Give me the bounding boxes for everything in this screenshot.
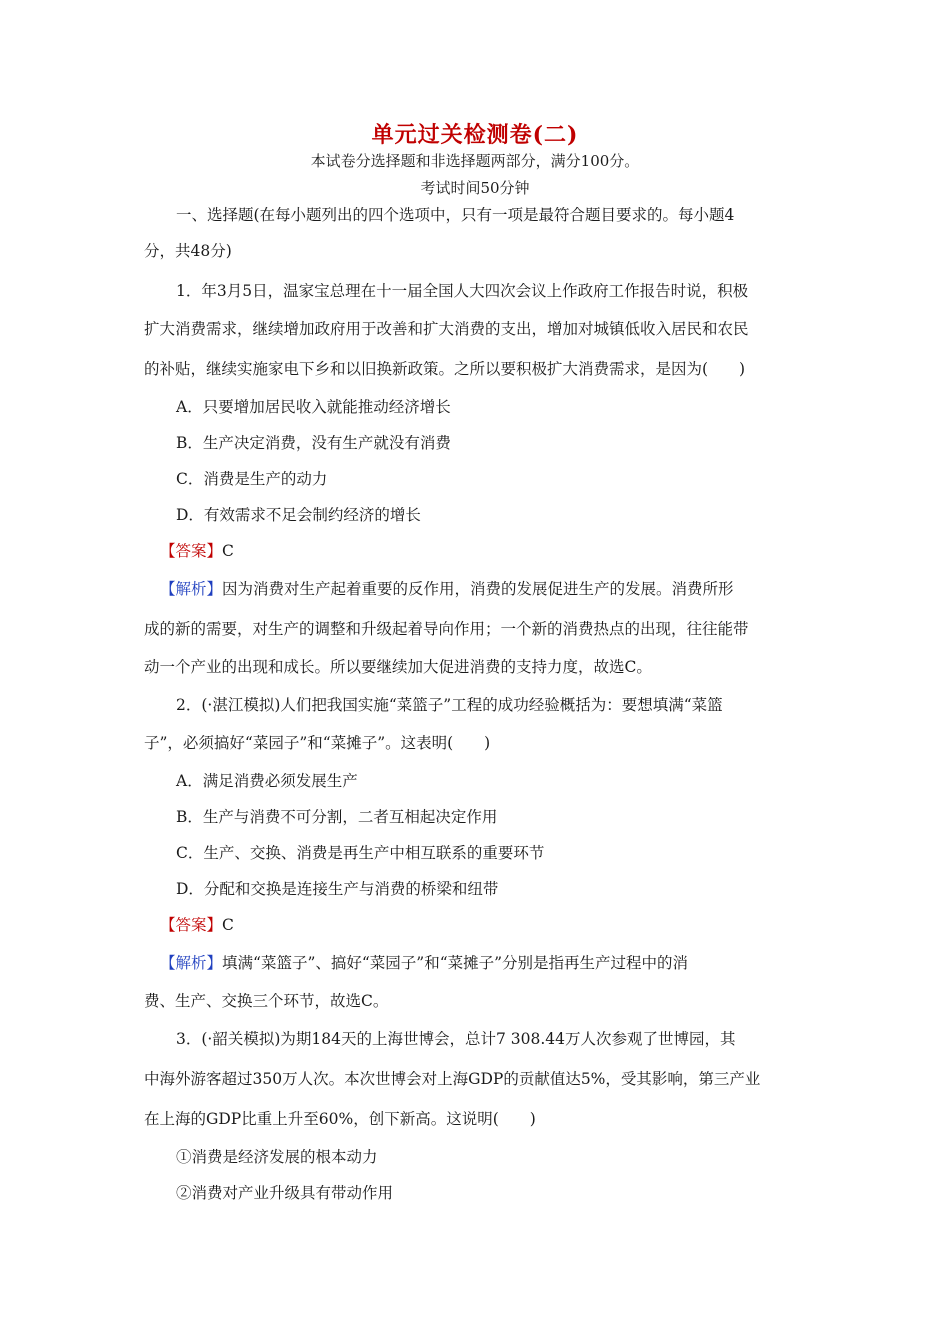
- explain-tag: 【解析】: [160, 954, 223, 972]
- q1-explanation-line: 动一个产业的出现和成长。所以要继续加大促进消费的支持力度，故选C。: [144, 658, 652, 676]
- q2-stem-line: 2．(·湛江模拟)人们把我国实施“菜篮子”工程的成功经验概括为：要想填满“菜篮: [176, 696, 723, 714]
- q3-stem-line: 3．(·韶关模拟)为期184天的上海世博会，总计7 308.44万人次参观了世博园，其: [176, 1030, 736, 1048]
- q1-option-c: C．消费是生产的动力: [176, 470, 328, 488]
- q2-answer: [160, 914, 824, 936]
- q2-option-d: D．分配和交换是连接生产与消费的桥梁和纽带: [176, 880, 499, 898]
- q1-answer: [160, 540, 824, 562]
- subtitle-time: 考试时间50分钟: [420, 179, 530, 197]
- q1-stem-line: 1．年3月5日，温家宝总理在十一届全国人大四次会议上作政府工作报告时说，积极: [176, 282, 749, 300]
- page-title: 单元过关检测卷(二): [371, 122, 579, 148]
- answer-tag: 【答案】: [160, 542, 223, 560]
- q2-explanation-line: 费、生产、交换三个环节，故选C。: [144, 992, 389, 1010]
- answer-tag: 【答案】: [160, 916, 223, 934]
- subtitle-score: 本试卷分选择题和非选择题两部分，满分100分。: [310, 152, 640, 170]
- q2-option-a: A．满足消费必须发展生产: [176, 772, 358, 790]
- q3-item-2: ②消费对产业升级具有带动作用: [176, 1184, 394, 1202]
- q1-explanation-line: 成的新的需要，对生产的调整和升级起着导向作用；一个新的消费热点的出现，往往能带: [144, 620, 749, 638]
- q1-stem-line: 扩大消费需求，继续增加政府用于改善和扩大消费的支出，增加对城镇低收入居民和农民: [144, 320, 749, 338]
- q1-explanation-line: [160, 578, 808, 600]
- explain-text: 因为消费对生产起着重要的反作用，消费的发展促进生产的发展。消费所形: [222, 580, 734, 598]
- q3-stem-line: 在上海的GDP比重上升至60%，创下新高。这说明( ): [144, 1110, 536, 1128]
- q2-option-c: C．生产、交换、消费是再生产中相互联系的重要环节: [176, 844, 545, 862]
- explain-text: 填满“菜篮子”、搞好“菜园子”和“菜摊子”分别是指再生产过程中的消: [222, 954, 689, 972]
- q3-item-1: ①消费是经济发展的根本动力: [176, 1148, 378, 1166]
- q2-explanation-line: [160, 952, 808, 974]
- q1-option-d: D．有效需求不足会制约经济的增长: [176, 506, 421, 524]
- q3-stem-line: 中海外游客超过350万人次。本次世博会对上海GDP的贡献值达5%，受其影响，第三产业: [144, 1070, 761, 1088]
- q1-option-b: B．生产决定消费，没有生产就没有消费: [176, 434, 451, 452]
- q1-option-a: A．只要增加居民收入就能推动经济增长: [176, 398, 451, 416]
- section-heading-cont: 分，共48分): [144, 242, 232, 260]
- explain-tag: 【解析】: [160, 580, 223, 598]
- q1-stem-line: 的补贴，继续实施家电下乡和以旧换新政策。之所以要积极扩大消费需求，是因为( ): [144, 360, 746, 378]
- q2-stem-line: 子”，必须搞好“菜园子”和“菜摊子”。这表明( ): [144, 734, 491, 752]
- q2-option-b: B．生产与消费不可分割，二者互相起决定作用: [176, 808, 498, 826]
- answer-value: C: [222, 916, 234, 934]
- answer-value: C: [222, 542, 234, 560]
- section-heading: 一、选择题(在每小题列出的四个选项中，只有一项是最符合题目要求的。每小题4: [176, 206, 735, 224]
